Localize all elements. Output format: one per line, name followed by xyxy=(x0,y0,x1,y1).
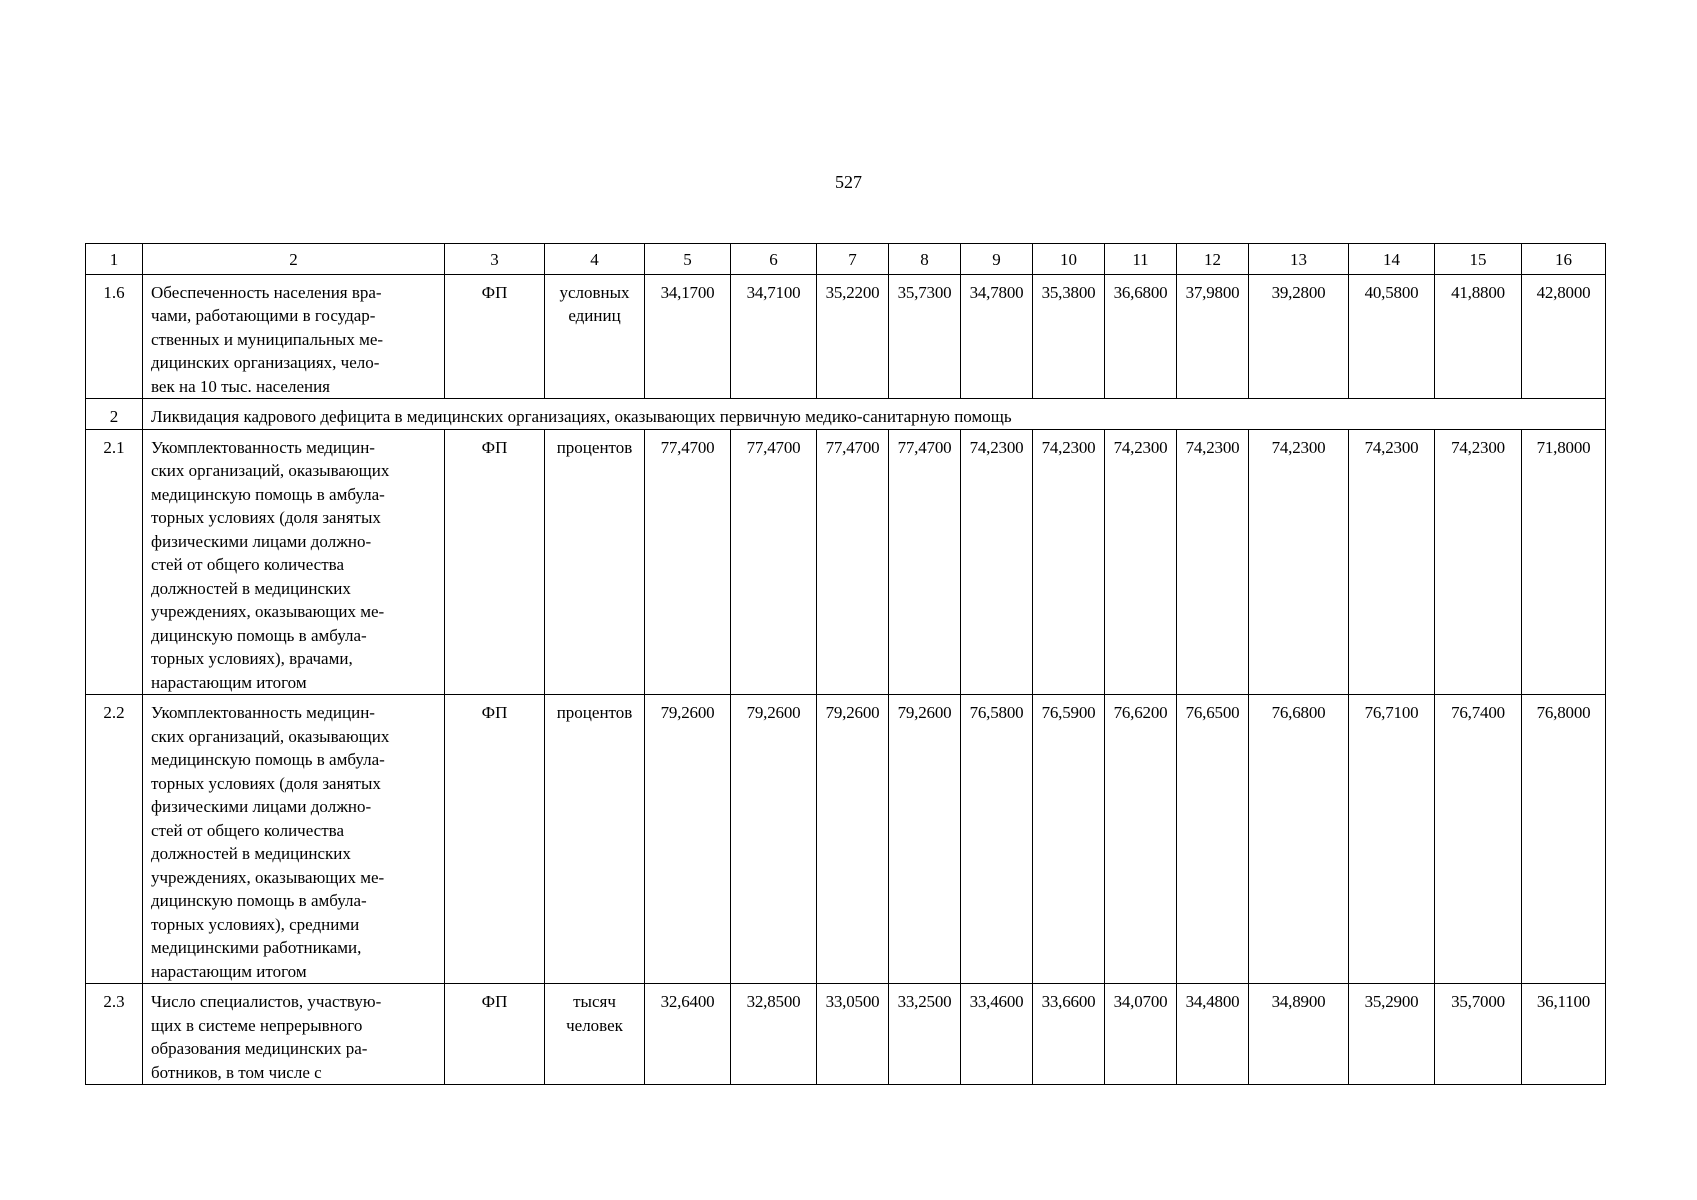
description-line: медицинскую помощь в амбула- xyxy=(151,750,385,769)
description-line: физическими лицами должно- xyxy=(151,531,372,551)
description-line: Укомплектованность медицин- xyxy=(151,437,375,457)
unit-of-measure xyxy=(545,984,645,1085)
value-cell: 33,6600 xyxy=(1033,984,1105,1085)
description-line: стей от общего количества xyxy=(151,820,345,840)
description-line: торных условиях (доля занятых xyxy=(151,773,381,793)
value-cell: 33,4600 xyxy=(961,984,1033,1085)
value-cell: 32,8500 xyxy=(731,984,817,1085)
unit-of-measure xyxy=(545,429,645,695)
value-cell: 35,2200 xyxy=(817,274,889,399)
value-cell: 33,0500 xyxy=(817,984,889,1085)
value-cell: 36,1100 xyxy=(1522,984,1606,1085)
row-number: 2.1 xyxy=(86,429,143,695)
column-header: 10 xyxy=(1033,244,1105,275)
table-row xyxy=(86,984,1606,1085)
value-cell: 33,2500 xyxy=(889,984,961,1085)
value-cell: 74,2300 xyxy=(1177,429,1249,695)
unit-of-measure xyxy=(545,695,645,984)
value-cell: 79,2600 xyxy=(645,695,731,984)
value-cell: 74,2300 xyxy=(1033,429,1105,695)
column-number-row xyxy=(86,244,1606,275)
unit-of-measure xyxy=(545,274,645,399)
source-code: ФП xyxy=(445,984,545,1085)
value-cell: 74,2300 xyxy=(1105,429,1177,695)
column-header: 16 xyxy=(1522,244,1606,275)
description-line: учреждениях, оказывающих ме- xyxy=(151,602,385,621)
description-line: Укомплектованность медицин- xyxy=(151,703,375,722)
value-cell: 34,8900 xyxy=(1249,984,1349,1085)
column-header: 14 xyxy=(1349,244,1435,275)
indicator-description xyxy=(143,695,445,984)
unit-line: единиц xyxy=(568,306,621,325)
column-header: 1 xyxy=(86,244,143,275)
unit-line: человек xyxy=(566,1015,623,1035)
value-cell: 35,7000 xyxy=(1435,984,1522,1085)
value-cell: 77,4700 xyxy=(645,429,731,695)
description-line: щих в системе непрерывного xyxy=(151,1015,363,1035)
section-title: Ликвидация кадрового дефицита в медицинских организациях, оказывающих первичную медико-санитарную помощь xyxy=(143,399,1606,430)
table-row xyxy=(86,274,1606,399)
description-line: должностей в медицинских xyxy=(151,578,351,598)
description-line: чами, работающими в государ- xyxy=(151,306,376,325)
section-row xyxy=(86,399,1606,430)
value-cell: 36,6800 xyxy=(1105,274,1177,399)
column-header: 6 xyxy=(731,244,817,275)
description-line: нарастающим итогом xyxy=(151,961,307,981)
unit-line: процентов xyxy=(556,437,633,457)
column-header: 9 xyxy=(961,244,1033,275)
value-cell: 42,8000 xyxy=(1522,274,1606,399)
value-cell: 35,3800 xyxy=(1033,274,1105,399)
column-header: 15 xyxy=(1435,244,1522,275)
value-cell: 76,6500 xyxy=(1177,695,1249,984)
unit-line: процентов xyxy=(556,703,633,722)
description-line: образования медицинских ра- xyxy=(151,1039,368,1058)
description-line: ственных и муниципальных ме- xyxy=(151,329,384,349)
value-cell: 77,4700 xyxy=(731,429,817,695)
table-row xyxy=(86,429,1606,695)
value-cell: 76,5900 xyxy=(1033,695,1105,984)
column-header: 3 xyxy=(445,244,545,275)
value-cell: 32,6400 xyxy=(645,984,731,1085)
value-cell: 76,6200 xyxy=(1105,695,1177,984)
source-code: ФП xyxy=(445,429,545,695)
description-line: торных условиях (доля занятых xyxy=(151,508,381,527)
value-cell: 34,0700 xyxy=(1105,984,1177,1085)
description-line: стей от общего количества xyxy=(151,555,345,574)
column-header: 5 xyxy=(645,244,731,275)
source-code: ФП xyxy=(445,695,545,984)
value-cell: 76,7100 xyxy=(1349,695,1435,984)
value-cell: 34,7800 xyxy=(961,274,1033,399)
value-cell: 35,7300 xyxy=(889,274,961,399)
column-header: 2 xyxy=(143,244,445,275)
description-line: торных условиях), врачами, xyxy=(151,649,353,668)
description-line: дицинскую помощь в амбула- xyxy=(151,625,367,645)
value-cell: 77,4700 xyxy=(889,429,961,695)
value-cell: 35,2900 xyxy=(1349,984,1435,1085)
value-cell: 74,2300 xyxy=(1435,429,1522,695)
value-cell: 34,4800 xyxy=(1177,984,1249,1085)
value-cell: 76,5800 xyxy=(961,695,1033,984)
description-line: ских организаций, оказывающих xyxy=(151,726,390,746)
description-line: век на 10 тыс. населения xyxy=(151,376,331,396)
value-cell: 40,5800 xyxy=(1349,274,1435,399)
value-cell: 74,2300 xyxy=(1249,429,1349,695)
value-cell: 79,2600 xyxy=(889,695,961,984)
description-line: учреждениях, оказывающих ме- xyxy=(151,867,385,887)
value-cell: 37,9800 xyxy=(1177,274,1249,399)
column-header: 7 xyxy=(817,244,889,275)
unit-line: тысяч xyxy=(573,992,616,1011)
unit-line: условных xyxy=(559,282,630,302)
column-header: 4 xyxy=(545,244,645,275)
description-line: нарастающим итогом xyxy=(151,672,307,692)
column-header: 8 xyxy=(889,244,961,275)
description-line: дицинских организациях, чело- xyxy=(151,353,380,372)
value-cell: 77,4700 xyxy=(817,429,889,695)
value-cell: 74,2300 xyxy=(1349,429,1435,695)
value-cell: 34,7100 xyxy=(731,274,817,399)
indicator-description xyxy=(143,274,445,399)
description-line: Число специалистов, участвую- xyxy=(151,992,382,1011)
description-line: торных условиях), средними xyxy=(151,914,360,934)
row-number: 2 xyxy=(86,399,143,430)
value-cell: 74,2300 xyxy=(961,429,1033,695)
description-line: ботников, в том числе с xyxy=(151,1062,322,1082)
description-line: должностей в медицинских xyxy=(151,844,351,863)
table-row xyxy=(86,695,1606,984)
indicator-description xyxy=(143,429,445,695)
value-cell: 41,8800 xyxy=(1435,274,1522,399)
value-cell: 79,2600 xyxy=(817,695,889,984)
description-line: ских организаций, оказывающих xyxy=(151,461,390,480)
value-cell: 76,8000 xyxy=(1522,695,1606,984)
source-code: ФП xyxy=(445,274,545,399)
description-line: дицинскую помощь в амбула- xyxy=(151,891,367,910)
row-number: 2.3 xyxy=(86,984,143,1085)
value-cell: 34,1700 xyxy=(645,274,731,399)
value-cell: 39,2800 xyxy=(1249,274,1349,399)
page-number: 527 xyxy=(835,172,862,192)
value-cell: 76,7400 xyxy=(1435,695,1522,984)
description-line: физическими лицами должно- xyxy=(151,797,372,816)
column-header: 12 xyxy=(1177,244,1249,275)
indicator-description xyxy=(143,984,445,1085)
description-line: медицинскими работниками, xyxy=(151,938,362,957)
row-number: 1.6 xyxy=(86,274,143,399)
description-line: Обеспеченность населения вра- xyxy=(151,282,382,302)
column-header: 11 xyxy=(1105,244,1177,275)
value-cell: 71,8000 xyxy=(1522,429,1606,695)
row-number: 2.2 xyxy=(86,695,143,984)
value-cell: 79,2600 xyxy=(731,695,817,984)
value-cell: 76,6800 xyxy=(1249,695,1349,984)
description-line: медицинскую помощь в амбула- xyxy=(151,484,385,504)
indicators-table xyxy=(85,243,1606,1085)
column-header: 13 xyxy=(1249,244,1349,275)
